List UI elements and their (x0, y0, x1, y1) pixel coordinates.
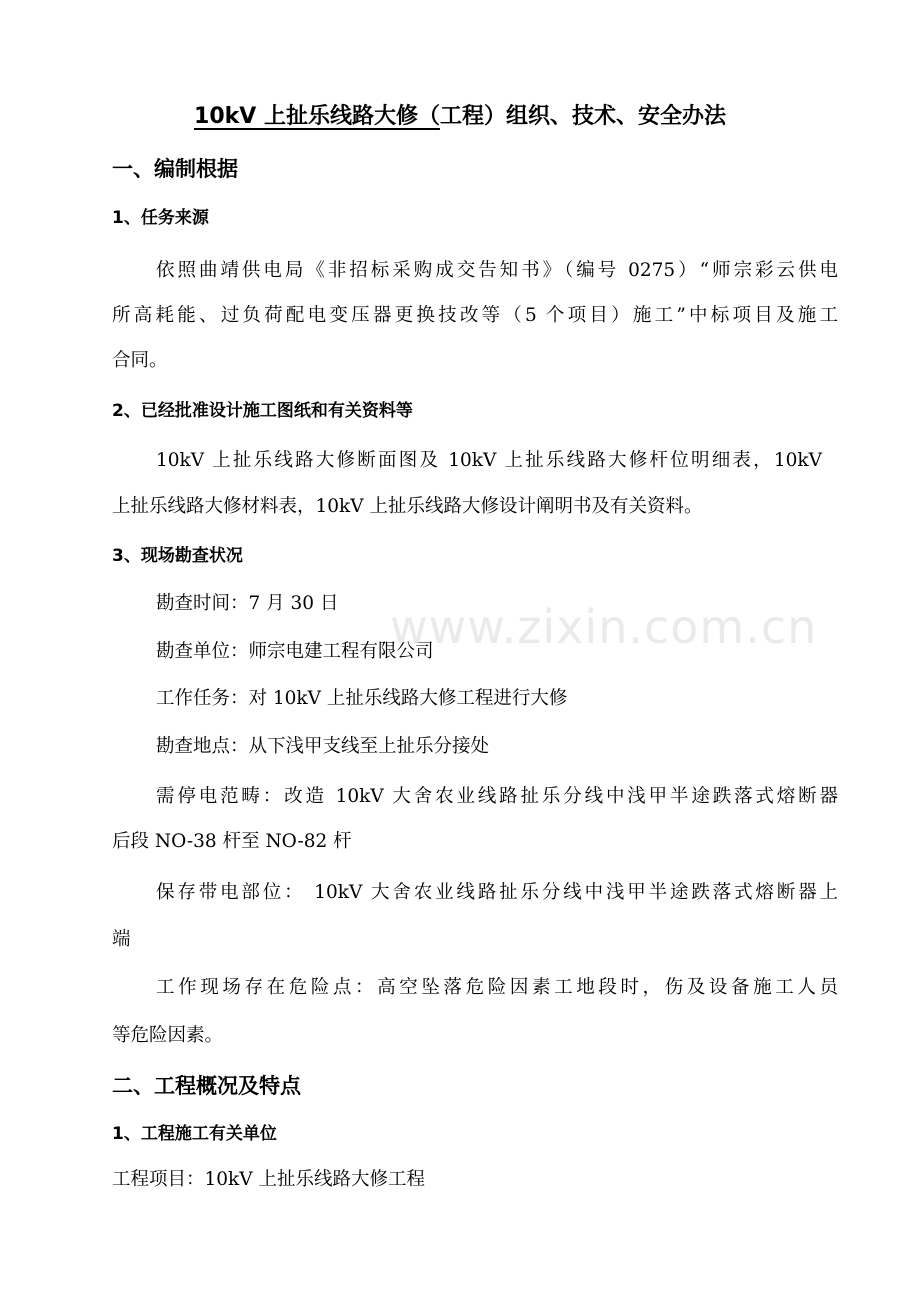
live-part-line: 保存带电部位： 10kV 大舍农业线路扯乐分线中浅甲半途跌落式熔断器上 (156, 882, 838, 903)
live-part-line: 端 (112, 929, 131, 950)
project-name: 工程项目：10kV 上扯乐线路大修工程 (112, 1169, 425, 1190)
danger-point-line: 等危险因素。 (112, 1025, 224, 1046)
outage-scope-line: 后段 NO-38 杆至 NO-82 杆 (112, 831, 352, 852)
document-title-rest: 工程）组织、技术、安全办法 (439, 104, 726, 129)
subheading-task-source: 1、任务来源 (112, 208, 209, 228)
watermark: www.zixin.com.cn (390, 600, 818, 654)
paragraph-line: 合同。 (112, 350, 168, 371)
paragraph-line: 所高耗能、过负荷配电变压器更换技改等（5 个项目）施工”中标项目及施工 (112, 305, 838, 326)
survey-unit: 勘查单位：师宗电建工程有限公司 (156, 641, 434, 662)
paragraph-line: 10kV 上扯乐线路大修断面图及 10kV 上扯乐线路大修杆位明细表，10kV (156, 450, 822, 471)
section-heading-overview: 二、工程概况及特点 (112, 1074, 301, 1098)
subheading-related-units: 1、工程施工有关单位 (112, 1124, 277, 1144)
paragraph-line: 依照曲靖供电局《非招标采购成交告知书》（编号 0275）“师宗彩云供电 (156, 260, 838, 281)
document-title (0, 100, 920, 134)
outage-scope-line: 需停电范畴：改造 10kV 大舍农业线路扯乐分线中浅甲半途跌落式熔断器 (156, 786, 838, 807)
subheading-approved-drawings: 2、已经批准设计施工图纸和有关资料等 (112, 401, 413, 421)
survey-location: 勘查地点：从下浅甲支线至上扯乐分接处 (156, 736, 490, 757)
subheading-site-survey: 3、现场勘查状况 (112, 546, 243, 566)
section-heading-basis: 一、编制根据 (112, 157, 238, 181)
document-title-underlined: 10kV 上扯乐线路大修（ (194, 104, 440, 129)
paragraph-line: 上扯乐线路大修材料表，10kV 上扯乐线路大修设计阐明书及有关资料。 (112, 496, 703, 517)
work-task: 工作任务：对 10kV 上扯乐线路大修工程进行大修 (156, 688, 568, 709)
survey-time: 勘查时间：7 月 30 日 (156, 593, 339, 614)
danger-point-line: 工作现场存在危险点：高空坠落危险因素工地段时，伤及设备施工人员 (156, 977, 838, 998)
